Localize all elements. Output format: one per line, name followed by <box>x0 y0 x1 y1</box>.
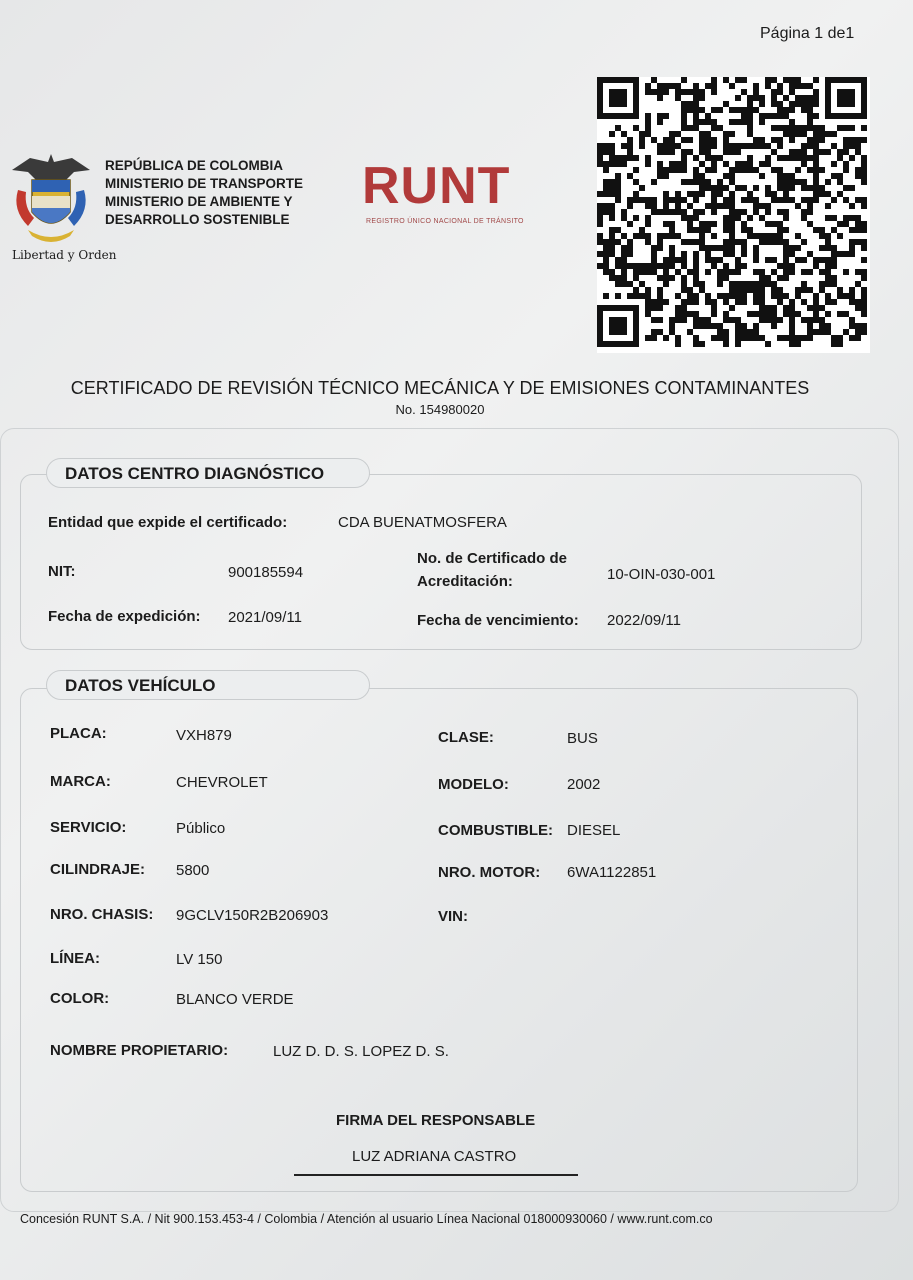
vin-label: VIN: <box>438 908 468 925</box>
chasis-value: 9GCLV150R2B206903 <box>176 907 329 924</box>
ministry-line: DESARROLLO SOSTENIBLE <box>105 212 290 227</box>
runt-logo: RUNT <box>362 157 511 215</box>
marca-value: CHEVROLET <box>176 774 268 791</box>
accreditation-label-line2: Acreditación: <box>417 573 513 590</box>
modelo-label: MODELO: <box>438 776 509 793</box>
runt-subtitle: REGISTRO ÚNICO NACIONAL DE TRÁNSITO <box>366 218 524 225</box>
marca-label: MARCA: <box>50 773 111 790</box>
signature-name: LUZ ADRIANA CASTRO <box>352 1148 517 1165</box>
chasis-label: NRO. CHASIS: <box>50 906 154 923</box>
expiry-date-label: Fecha de vencimiento: <box>417 612 579 629</box>
accreditation-label: No. de Certificado de <box>417 550 568 567</box>
ministry-line: MINISTERIO DE AMBIENTE Y <box>105 194 293 209</box>
footer-text: Concesión RUNT S.A. / Nit 900.153.453-4 / Colombia / Atención al usuario Línea Nacional 018000930060 / www.runt.com.co <box>20 1212 713 1226</box>
page-number: Página 1 de1 <box>760 25 855 42</box>
ministry-block <box>105 157 303 229</box>
nit-label: NIT: <box>48 563 76 580</box>
signature-line <box>294 1174 578 1176</box>
placa-value: VXH879 <box>176 727 232 744</box>
ministry-line: REPÚBLICA DE COLOMBIA <box>105 158 283 173</box>
motor-label: NRO. MOTOR: <box>438 864 541 881</box>
coat-caption: Libertad y Orden <box>12 248 117 262</box>
color-value: BLANCO VERDE <box>176 991 294 1008</box>
diagnostic-section-title: DATOS CENTRO DIAGNÓSTICO <box>46 458 370 488</box>
combustible-label: COMBUSTIBLE: <box>438 822 553 839</box>
qr-code-icon <box>597 77 870 353</box>
clase-label: CLASE: <box>438 729 494 746</box>
entity-value: CDA BUENATMOSFERA <box>338 514 507 531</box>
certificate-number: No. 154980020 <box>395 402 485 417</box>
placa-label: PLACA: <box>50 725 107 742</box>
linea-label: LÍNEA: <box>50 950 100 967</box>
motor-value: 6WA1122851 <box>567 864 657 881</box>
vehicle-section-title: DATOS VEHÍCULO <box>46 670 370 700</box>
certificate-title: CERTIFICADO DE REVISIÓN TÉCNICO MECÁNICA Y DE EMISIONES CONTAMINANTES <box>70 378 810 398</box>
owner-value: LUZ D. D. S. LOPEZ D. S. <box>273 1043 449 1060</box>
color-label: COLOR: <box>50 990 110 1007</box>
issue-date-value: 2021/09/11 <box>228 609 302 626</box>
signature-title: FIRMA DEL RESPONSABLE <box>336 1112 536 1129</box>
issue-date-label: Fecha de expedición: <box>48 608 201 625</box>
clase-value: BUS <box>567 730 598 747</box>
accreditation-value: 10-OIN-030-001 <box>607 566 716 583</box>
cilindraje-value: 5800 <box>176 862 210 879</box>
cilindraje-label: CILINDRAJE: <box>50 861 146 878</box>
modelo-value: 2002 <box>567 776 601 793</box>
expiry-date-value: 2022/09/11 <box>607 612 681 629</box>
nit-value: 900185594 <box>228 564 304 581</box>
ministry-line: MINISTERIO DE TRANSPORTE <box>105 176 304 191</box>
combustible-value: DIESEL <box>567 822 621 839</box>
servicio-value: Público <box>176 820 226 837</box>
linea-value: LV 150 <box>176 951 223 968</box>
servicio-label: SERVICIO: <box>50 819 127 836</box>
entity-label: Entidad que expide el certificado: <box>48 514 288 531</box>
owner-label: NOMBRE PROPIETARIO: <box>50 1042 229 1059</box>
coat-of-arms-icon <box>8 150 94 248</box>
